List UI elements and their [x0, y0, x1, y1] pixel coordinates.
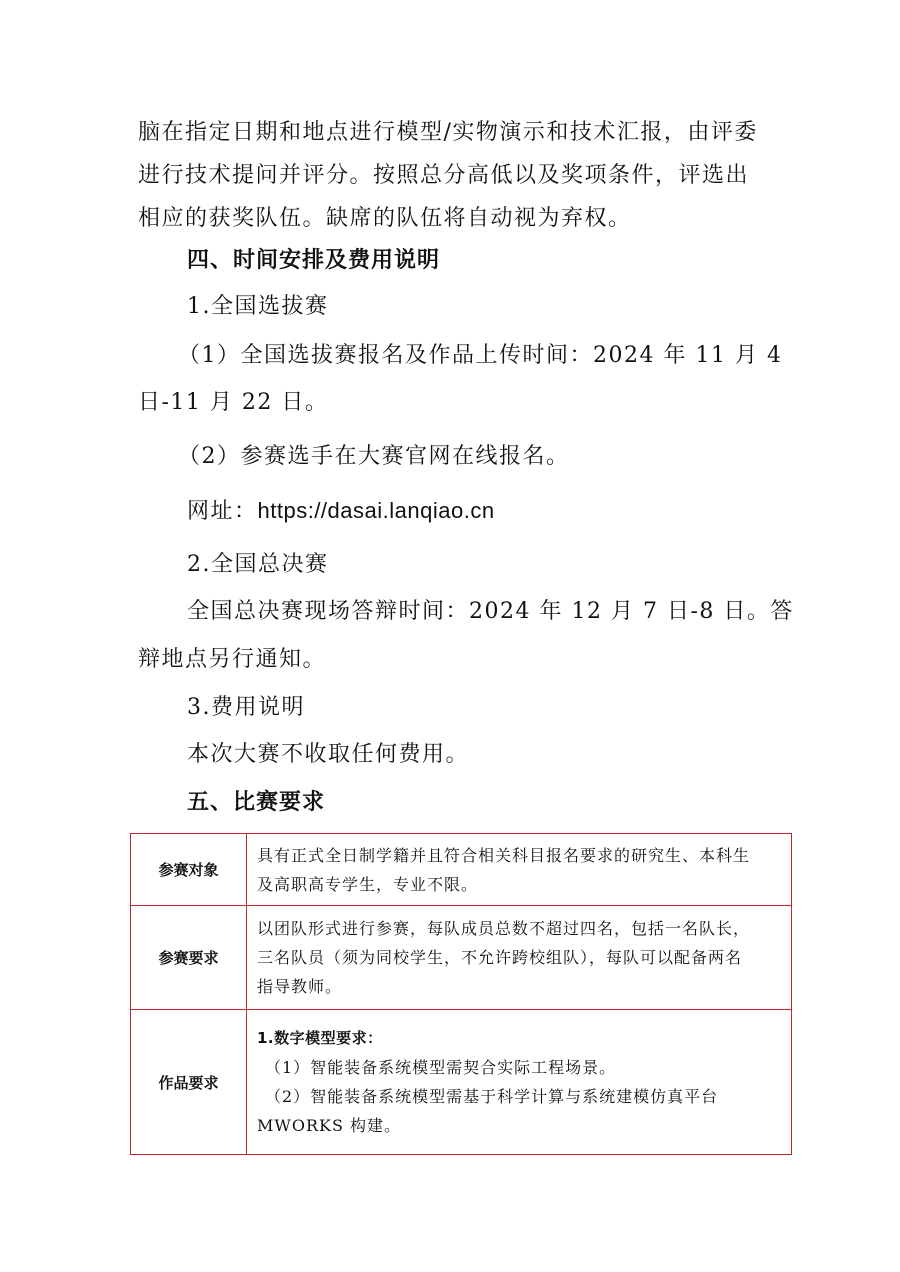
table-row: [131, 906, 792, 1010]
final-schedule-line: 全国总决赛现场答辩时间：2024 年 12 月 7 日-8 日。答: [187, 599, 794, 624]
table-row: [131, 1010, 792, 1155]
content-line: （2）智能装备系统模型需基于科学计算与系统建模仿真平台: [265, 1087, 719, 1106]
paragraph-line: 进行技术提问并评分。按照总分高低以及奖项条件，评选出: [138, 163, 750, 188]
row-content: [247, 1010, 792, 1155]
section-heading: 五、比赛要求: [187, 790, 326, 815]
content-line: （1）智能装备系统模型需契合实际工程场景。: [265, 1058, 617, 1077]
content-line: 三名队员（须为同校学生，不允许跨校组队），每队可以配备两名: [257, 948, 743, 967]
section-heading: 四、时间安排及费用说明: [187, 248, 441, 273]
paragraph-line: 脑在指定日期和地点进行模型/实物演示和技术汇报，由评委: [138, 120, 758, 145]
table-row: [131, 834, 792, 906]
content-line: 指导教师。: [257, 977, 343, 996]
schedule-line: （1）全国选拔赛报名及作品上传时间：2024 年 11 月 4: [178, 343, 783, 368]
content-line: 及高职高专学生，专业不限。: [257, 874, 479, 894]
content-line: 以团队形式进行参赛，每队成员总数不超过四名，包括一名队长，: [257, 919, 751, 938]
website-link[interactable]: https://dasai.lanqiao.cn: [257, 498, 495, 523]
subsection-title: 2.全国总决赛: [187, 552, 329, 577]
content-line: 具有正式全日制学籍并且符合相关科目报名要求的研究生、本科生: [257, 845, 751, 865]
schedule-line: 日-11 月 22 日。: [138, 390, 329, 415]
content-line: MWORKS 构建。: [257, 1116, 401, 1135]
row-label: 参赛对象: [131, 834, 247, 906]
row-label: 参赛要求: [131, 906, 247, 1010]
row-content: [247, 834, 792, 906]
row-label: 作品要求: [131, 1010, 247, 1155]
fee-line: 本次大赛不收取任何费用。: [187, 742, 470, 767]
subsection-title: 3.费用说明: [187, 695, 305, 720]
subsection-title: 1.全国选拔赛: [187, 294, 329, 319]
content-subtitle: 1.数字模型要求：: [257, 1029, 383, 1047]
final-schedule-line: 辩地点另行通知。: [138, 647, 327, 672]
requirements-table: [130, 833, 792, 1155]
registration-line: （2）参赛选手在大赛官网在线报名。: [178, 444, 570, 469]
paragraph-line: 相应的获奖队伍。缺席的队伍将自动视为弃权。: [138, 206, 632, 231]
row-content: [247, 906, 792, 1010]
website-line: [187, 496, 495, 527]
website-label: 网址：: [187, 499, 258, 524]
